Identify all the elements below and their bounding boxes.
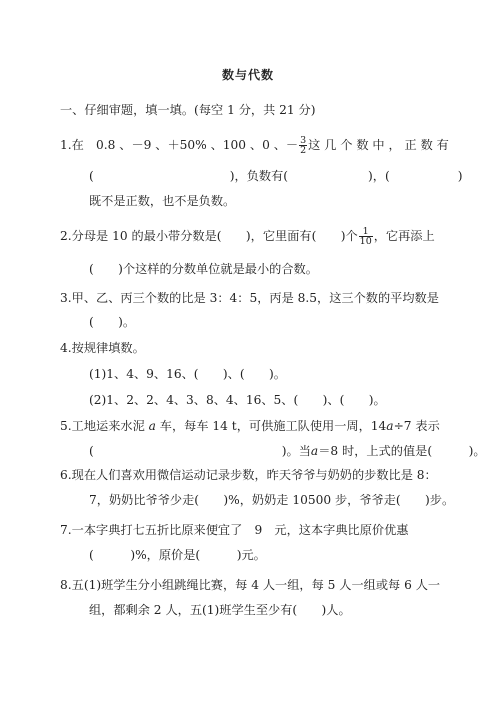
question-6-line-1: 6.现在人们喜欢用微信运动记录步数，昨天爷爷与奶奶的步数比是 8：: [60, 468, 437, 482]
question-3-line-1: 3.甲、乙、丙三个数的比是 3：4：5，丙是 8.5，这三个数的平均数是: [60, 291, 439, 305]
question-1-line-2: ( )，负数有( )，( ): [89, 169, 463, 183]
question-8-line-2: 组，都剩余 2 人，五(1)班学生至少有( )人。: [89, 603, 351, 617]
question-4-line-1: 4.按规律填数。: [60, 341, 145, 355]
question-2-line-2: ( )个这样的分数单位就是最小的合数。: [89, 262, 318, 276]
section-heading: 一、仔细审题，填一填。(每空 1 分，共 21 分): [60, 103, 316, 117]
question-2-line-1: 2.分母是 10 的最小带分数是( )，它里面有( )个 $\frac{1}{10}$ ，它再添上: [60, 226, 435, 247]
q5-variable-a: a: [148, 419, 156, 433]
page-title: 数与代数: [221, 68, 274, 82]
question-4-line-2: (1)1、4、9、16、( )、( )。: [89, 367, 286, 381]
question-1-line-3: 既不是正数，也不是负数。: [89, 194, 236, 208]
question-8-line-1: 8.五(1)班学生分小组跳绳比赛，每 4 人一组，每 5 人一组或每 6 人一: [60, 578, 441, 592]
question-5-line-1: 5.工地运来水泥 a 车，每车 14 t，可供施工队使用一周，14a÷7 表示: [60, 419, 440, 433]
question-6-line-2: 7，奶奶比爷爷少走( )%，奶奶走 10500 步，爷爷走( )步。: [89, 493, 455, 507]
q1-text-b: 这 几 个 数 中 ， 正 数 有: [308, 138, 449, 152]
question-5-line-2: ( )。当a＝8 时，上式的值是( )。: [89, 444, 486, 458]
q2-fraction: $\frac{1}{10}$: [359, 226, 372, 247]
question-4-line-3: (2)1、2、2、4、3、8、4、16、5、( )、( )。: [89, 393, 386, 407]
question-3-line-2: ( )。: [89, 315, 136, 329]
q1-text-a: 1.在 0.8 、－9 、＋50% 、100 、0 、－: [60, 138, 299, 152]
question-7-line-1: 7.一本字典打七五折比原来便宜了 9 元，这本字典比原价优惠: [60, 523, 409, 537]
question-7-line-2: ( )%，原价是( )元。: [89, 548, 266, 562]
q1-fraction: $\frac{3}{2}$: [300, 135, 307, 156]
question-1-line-1: [60, 136, 449, 155]
